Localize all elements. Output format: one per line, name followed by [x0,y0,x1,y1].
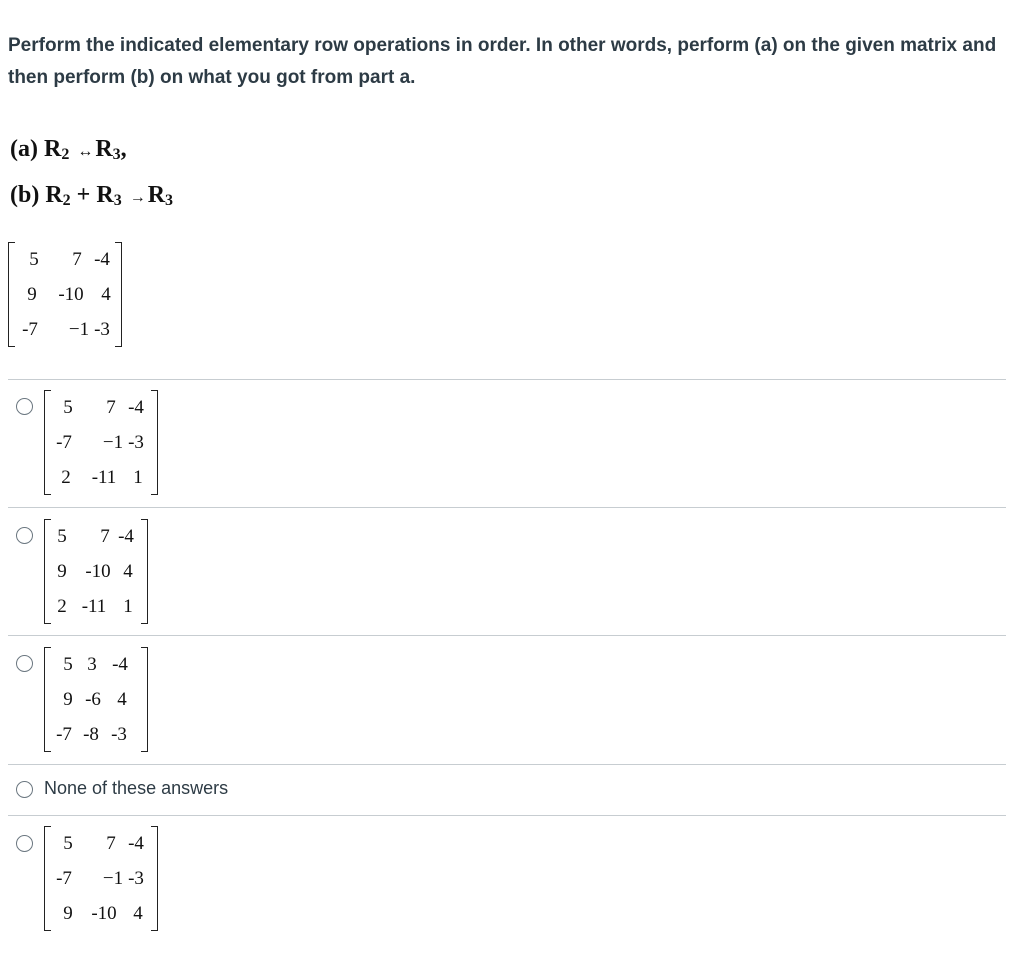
matrix-row: 9 -10 4 [63,903,143,924]
divider [8,635,1006,636]
choice-matrix[interactable] [44,390,158,495]
divider [8,764,1006,765]
matrix-row: -7 −1 -3 [22,319,110,340]
matrix-row: 5 7 -4 [63,833,144,854]
row-operations [10,126,173,218]
question-text: Perform the indicated elementary row operations in order. In other words, perform (a) on the given matrix and then perform (b) on what you got from part a. [8,35,997,88]
radio-button[interactable] [16,398,33,415]
radio-button[interactable] [16,527,33,544]
divider [8,815,1006,816]
none-of-these-label[interactable]: None of these answers [44,778,229,798]
matrix-row: 9 -6 4 [63,689,127,710]
matrix-row: 2 -11 1 [61,467,143,488]
matrix-row: 2 -11 1 [57,596,133,617]
radio-button[interactable] [16,655,33,672]
matrix-row: 5 7 -4 [63,397,144,418]
right-arrow-icon: → [129,189,146,206]
matrix-row: 9 -10 4 [57,561,133,582]
radio-button[interactable] [16,835,33,852]
divider [8,507,1006,508]
matrix-row: 5 7 -4 [29,249,110,270]
operation-b: (b) $R_2 + R_3 \to R_3$ [10,182,174,209]
operation-a: (a) $R_2$ $\leftrightarrow R_3$, [10,136,127,163]
matrix-row: -7 −1 -3 [56,868,144,889]
choice-matrix[interactable] [44,647,148,752]
matrix-row: 5 3 -4 [63,654,128,675]
matrix-row: 5 7 -4 [57,526,134,547]
swap-arrow-icon: ↔ [77,143,94,160]
choice-matrix[interactable] [44,519,148,624]
radio-button[interactable] [16,781,33,798]
given-matrix [8,242,122,347]
matrix-row: 9 -10 4 [27,284,111,305]
matrix-row: -7 -8 -3 [56,724,127,745]
divider [8,379,1006,380]
matrix-row: -7 −1 -3 [56,432,144,453]
choice-matrix[interactable] [44,826,158,931]
